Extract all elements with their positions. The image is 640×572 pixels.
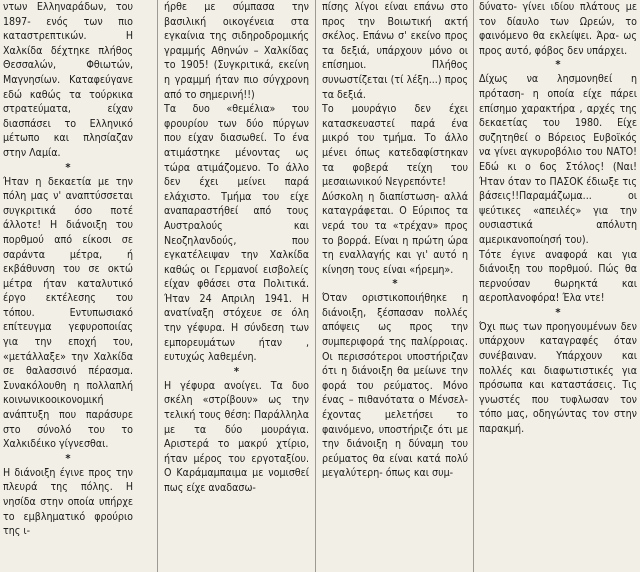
column-divider — [315, 0, 316, 572]
article-column-3 — [319, 0, 471, 572]
section-separator: * — [392, 277, 398, 291]
paragraph: Δίχως να λησμονηθεί η πρόταση- η οποία είχε πάρει επίσημο χαρακτήρα , αρχές της δεκαετίας του 1980. Είχε συζητηθεί ο Βόρειος Ευβοϊκός να γίνει αγκυροβόλιο του ΝΑΤΟ! Εδώ κι ο 6ος Στόλος! (Ναι! Ήταν όταν το ΠΑΣΟΚ έδιωξε τις βάσεις!!Παραμάζωμα... οι ψεύτικες «απειλές» για την ουσιαστικά απόλυτη αμερικανοποίησή του). — [479, 73, 637, 246]
paragraph: πίσης λίγοι είναι επάνω στο προς την Βοιωτική ακτή σκέλος. Επάνω σ' εκείνο προς τα δεξιά, υπάρχουν μόνο οι επίσημοι. Πλήθος συνωστίζεται (τί λέξη...) προς τα δεξιά. — [322, 1, 468, 101]
column-divider — [473, 0, 474, 572]
paragraph: ήρθε με σύμπασα την βασιλική οικογένεια στα εγκαίνια της σιδηροδρομικής γραμμής Αθηνών – Χαλκίδας το 1905! (Συγκριτικά, εκείνη η γραμμή ήταν πιο σύγχρονη από το σημερινή!!) — [164, 1, 309, 101]
paragraph: Η διάνοιξη έγινε προς την πλευρά της πόλης. Η νησίδα στην οποία υπήρχε το εμβληματικό φρούριο της ι- — [3, 466, 133, 538]
paragraph: Η γέφυρα ανοίγει. Τα δυο σκέλη «στρίβουν» ως την τελική τους θέση: Παράλληλα με τα δύο μουράγια. Αριστερά το μακρύ χτίριο, ήταν μέρος του εργοταξίου. Ο Καράμαμπαιμα με νομισθεί πως είχε αναδασω- — [164, 379, 309, 494]
article-column-2 — [161, 0, 312, 572]
column-divider — [157, 0, 158, 572]
article-column-4 — [476, 0, 640, 572]
paragraph: Τότε έγινε αναφορά και για διάνοιξη του πορθμού. Πώς θα περνούσαν θωρηκτά και αεροπλανοφόρα! Έλα ντε! — [479, 248, 637, 305]
paragraph: ντων Ελληναράδων, του 1897- ενός των πιο καταστρεπτικών. Η Χαλκίδα δέχτηκε πλήθος Θεσσαλών, Φθιωτών, Μαγνησίων. Καταφεύγανε εδώ καθώς τα τούρκικα στρατεύματα, είχαν διασπάσει το Ελληνικό μέτωπο και πλησίαζαν στην Λαμία. — [3, 1, 133, 159]
section-separator: * — [65, 451, 71, 465]
section-separator: * — [555, 58, 561, 72]
paragraph: Ήταν η δεκαετία με την πόλη μας ν' αναπτύσσεται συγκριτικά όσο ποτέ άλλοτε! Η διάνοιξη του πορθμού από είκοσι σε σαράντα μέτρα, ή εκβάθυνση του σε οκτώ μέτρα ήταν καταλυτικό έργο εκτέλεσης του τόπου. Εντυπωσιακό επίτευγμα γεφυροποιίας για την εποχή του, «μετάλλαξε» την Χαλκίδα σε θαλασσινό πέρασμα. Συνακόλουθη η πολλαπλή κοινωνικοοικονομική ανάπτυξη που παράσυρε στο σύνολό του το Χαλκιδέικο γίγνεσθαι. — [3, 175, 133, 451]
paragraph: Τα δυο «θεμέλια» του φρουρίου των δύο πύργων που είχαν διασωθεί. Το ένα ατιμάστηκε μένοντας ως τώρα ατιμάζομενο. Το άλλο δεν έχει μείνει παρά ελάχιστο. Τμήμα του είχε αναπαραστήθεί από τους Αυστραλούς και Νεοζηλανδούς, που εγκατέλειψαν την Χαλκίδα καθώς οι Γερμανοί εισβολείς είχαν φθάσει στα Πολιτικά. Ήταν 24 Απριλη 1941. Η ανατίναξη στόχευε σε όλη την γέφυρα. Η σύνδεση των εμπορευμάτων ήταν , ευτυχώς λαθεμένη. — [164, 103, 309, 364]
paragraph: Το μουράγιο δεν έχει κατασκευαστεί παρά ένα μικρό του τμήμα. Το άλλο μένει όπως κατεδαφίστηκαν τα φοβερά τείχη του μεσαιωνικού Νεγρεπόντε! — [322, 103, 468, 189]
paragraph: Όχι πως των προηγουμένων δεν υπάρχουν καταγραφές όταν συνέβαιναν. Υπάρχουν και πολλές και διαφωτιστικές για πρόσωπα και καταστάσεις. Τις γνωστές που τυφλωσαν τον τόπο μας, οδηγώντας τον στην παρακμή. — [479, 320, 637, 436]
paragraph: δύνατο- γίνει ιδίου πλάτους με τον δίαυλο των Ωρεών, το φαινόμενο θα εκλείψει. Άρα- ως προς αυτό, φόβος δεν υπάρχει. — [479, 1, 637, 57]
paragraph: Όταν οριστικοποιήθηκε η διάνοιξη, ξέσπασαν πολλές απόψεις ως προς την συμπεριφορά της παλίρροιας. Οι περισσότεροι υποστήριζαν ότι η διάνοιξη θα μείωνε την φορά του ρεύματος. Μόνο ένας – πιθανότατα ο Μένσελ- έχοντας μελετήσει το φαινόμενο, υποστήριζε ότι με την διάνοιξη η δύναμη του ρεύματος θα είναι κατά πολύ μεγαλύτερη- όπως και συμ- — [322, 292, 468, 480]
section-separator: * — [65, 160, 71, 174]
section-separator: * — [555, 305, 561, 319]
article-column-1 — [0, 0, 136, 572]
section-separator: * — [233, 364, 240, 378]
paragraph: Δύσκολη η διαπίστωση- αλλά καταγράφεται. Ο Εύριπος τα νερά του τα «τρέχαν» προς το βορρά. Είναι η πρώτη ώρα τη εναλλαγής και γι' αυτό η κίνηση τους είναι «ήρεμη». — [322, 190, 468, 276]
